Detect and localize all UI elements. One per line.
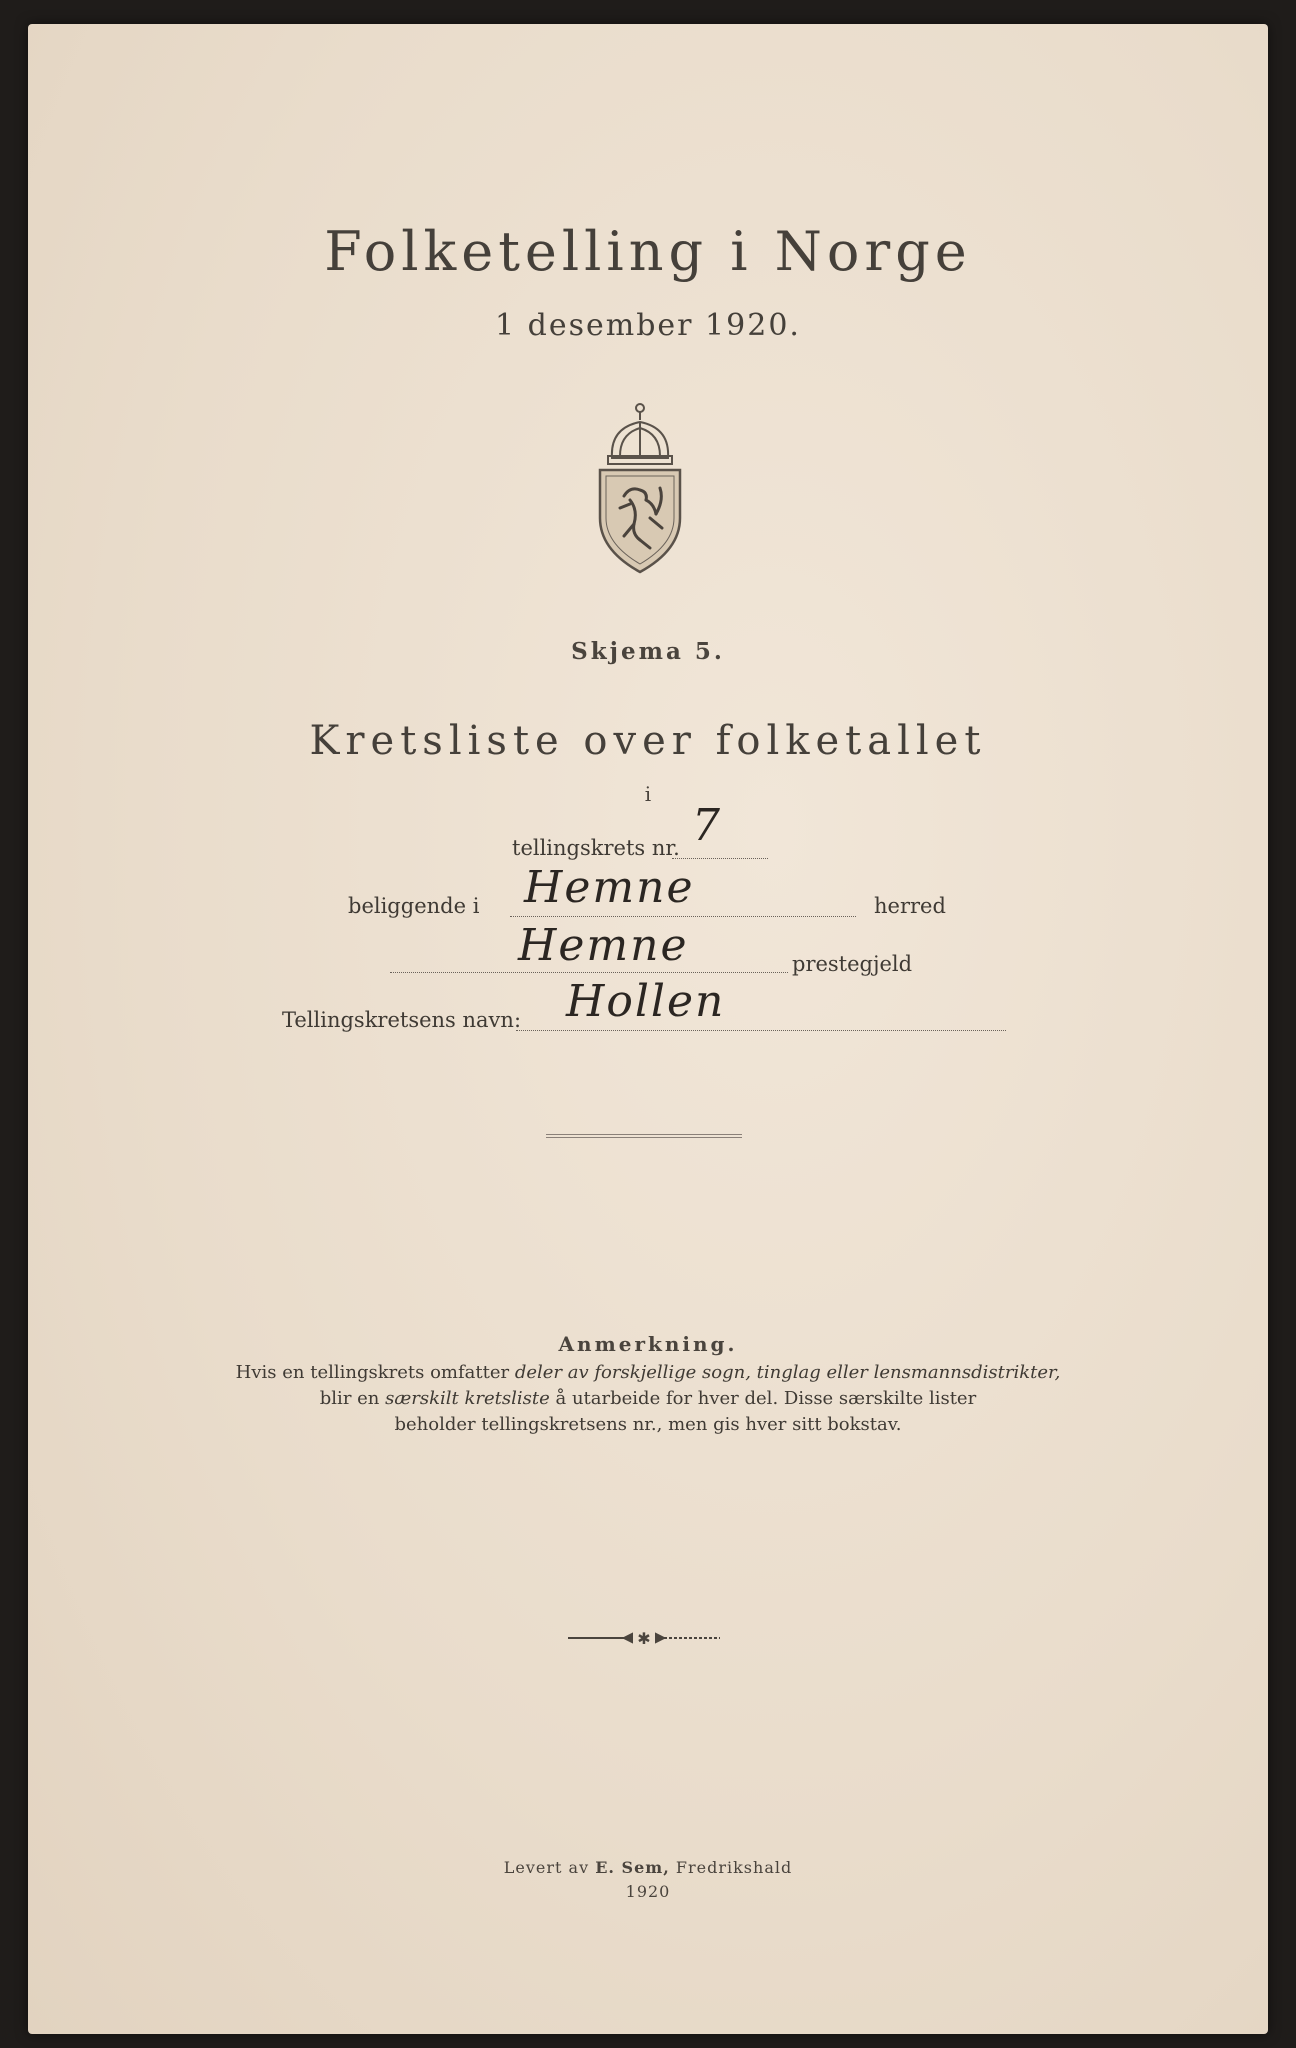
municipality-suffix: herred (874, 894, 946, 918)
printer-year: 1920 (625, 1882, 671, 1901)
schema-number: Skjema 5. (571, 638, 725, 665)
located-in-label: beliggende i (348, 894, 480, 918)
printer-credit (0, 1858, 1296, 1877)
note-line-1 (0, 1362, 1296, 1383)
printer-place: Fredrikshald (669, 1858, 793, 1877)
connector-word: i (644, 782, 652, 806)
note-line-2 (0, 1388, 1296, 1409)
note-line-2-text-c: å utarbeide for hver del. Disse særskilte lister (549, 1388, 977, 1409)
divider-rule (546, 1134, 742, 1138)
parish-suffix: prestegjeld (792, 952, 913, 976)
district-number-label: tellingskrets nr. (512, 836, 680, 860)
district-number-line (672, 858, 768, 859)
parish-line (390, 972, 788, 973)
census-date: 1 desember 1920. (495, 308, 801, 343)
svg-text:✱: ✱ (637, 1629, 651, 1648)
document-title: Folketelling i Norge (324, 220, 972, 283)
district-name-line (516, 1030, 1006, 1031)
municipality-handwritten: Hemne (524, 862, 695, 913)
district-number-handwritten: 7 (692, 800, 722, 851)
municipality-line (510, 916, 856, 917)
note-line-3: beholder tellingskretsens nr., men gis hver sitt bokstav. (394, 1414, 902, 1435)
ornament-divider-icon (568, 1628, 720, 1648)
norwegian-coat-of-arms-icon (590, 400, 690, 575)
printer-prefix: Levert av (503, 1858, 596, 1877)
district-name-label: Tellingskretsens navn: (282, 1008, 522, 1032)
printer-name: E. Sem, (595, 1858, 670, 1877)
note-line-2-italic: særskilt kretsliste (385, 1388, 550, 1409)
note-line-1-text: Hvis en tellingskrets omfatter (235, 1362, 515, 1383)
note-heading: Anmerkning. (558, 1332, 738, 1356)
form-subtitle: Kretsliste over folketallet (309, 718, 987, 764)
note-line-2-text-a: blir en (319, 1388, 386, 1409)
district-name-handwritten: Hollen (566, 976, 726, 1027)
parish-handwritten: Hemne (518, 920, 689, 971)
note-line-1-italic: deler av forskjellige sogn, tinglag eller lensmannsdistrikter, (514, 1362, 1061, 1383)
